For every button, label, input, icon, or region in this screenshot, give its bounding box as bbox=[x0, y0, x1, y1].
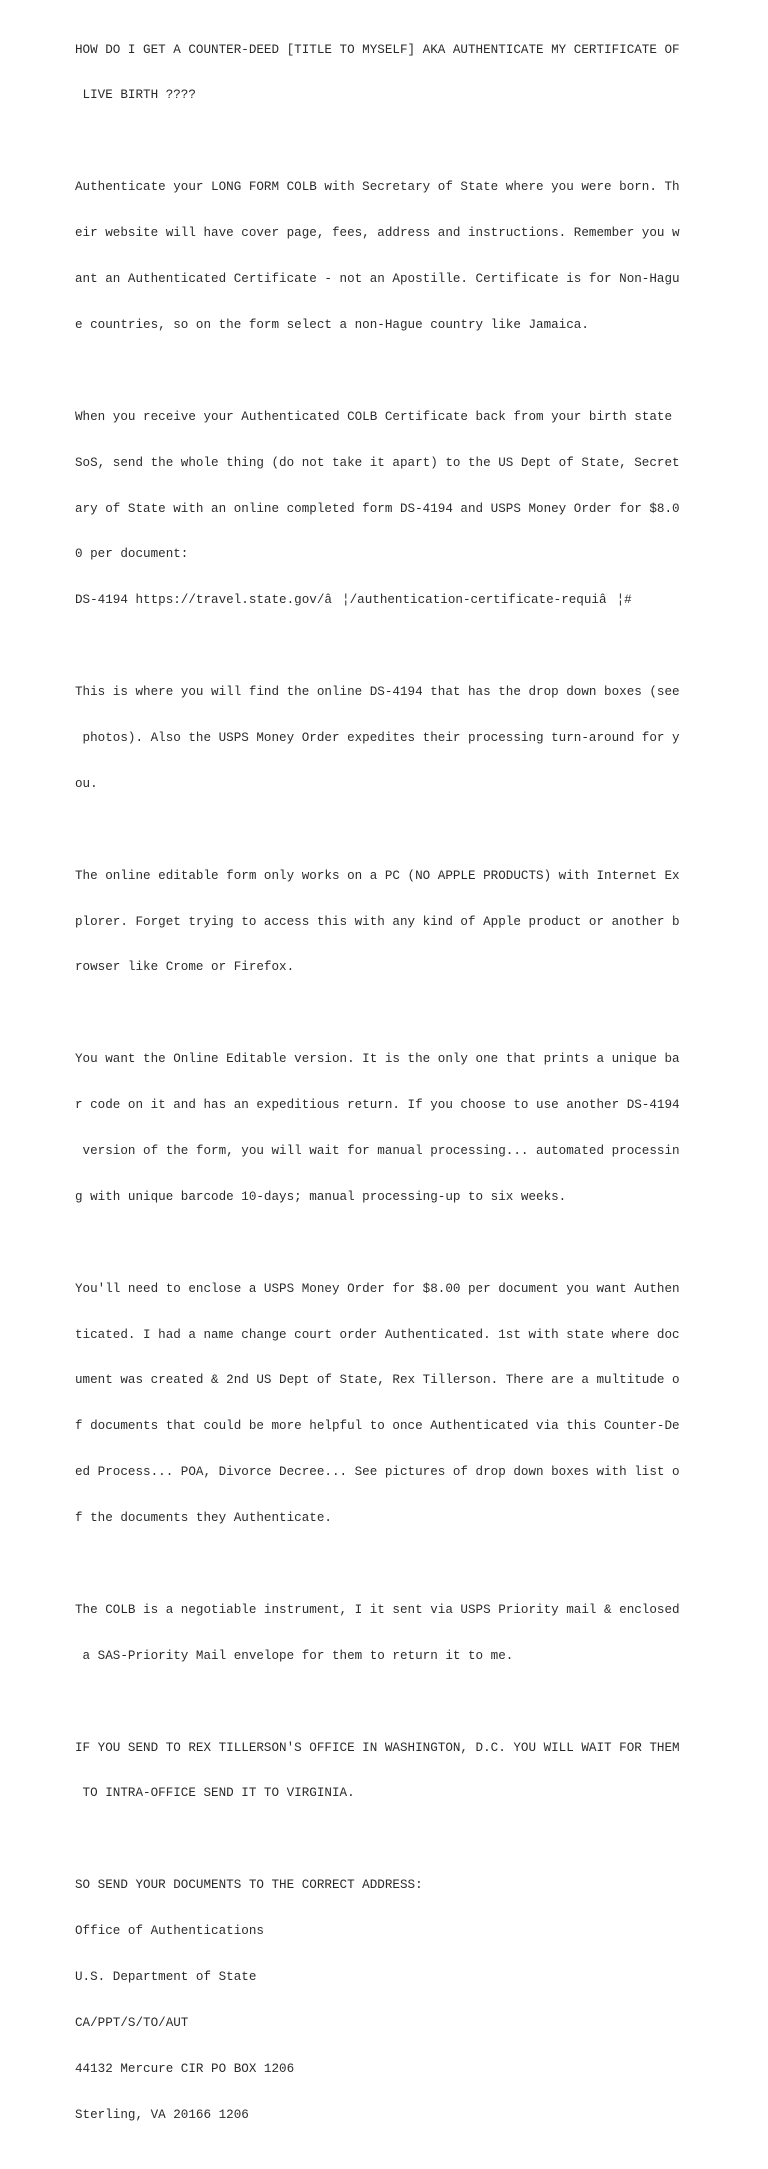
text-line: ticated. I had a name change court order Authenticated. 1st with state where doc bbox=[75, 1327, 680, 1342]
paragraph bbox=[75, 654, 680, 822]
text-line: ary of State with an online completed form DS-4194 and USPS Money Order for $8.0 bbox=[75, 501, 680, 516]
text-line: r code on it and has an expeditious return. If you choose to use another DS-4194 bbox=[75, 1098, 680, 1113]
text-line: IF YOU SEND TO REX TILLERSON'S OFFICE IN WASHINGTON, D.C. YOU WILL WAIT FOR THEM bbox=[75, 1740, 680, 1755]
paragraph bbox=[75, 838, 680, 1006]
text-line: ant an Authenticated Certificate - not an Apostille. Certificate is for Non-Hagu bbox=[75, 272, 680, 287]
text-line: f the documents they Authenticate. bbox=[75, 1511, 332, 1526]
text-line: LIVE BIRTH ???? bbox=[75, 88, 196, 103]
text-line: When you receive your Authenticated COLB Certificate back from your birth state bbox=[75, 409, 673, 424]
address-block bbox=[75, 1848, 675, 2154]
text-line: HOW DO I GET A COUNTER-DEED [TITLE TO MYSELF] AKA AUTHENTICATE MY CERTIFICATE OF bbox=[75, 42, 680, 57]
text-line: rowser like Crome or Firefox. bbox=[75, 960, 295, 975]
text-line: version of the form, you will wait for manual processing... automated processin bbox=[75, 1143, 680, 1158]
address-line: Sterling, VA 20166 1206 bbox=[75, 2107, 249, 2122]
text-line: ou. bbox=[75, 776, 98, 791]
paragraph bbox=[75, 1572, 680, 1694]
text-line: e countries, so on the form select a non-Hague country like Jamaica. bbox=[75, 317, 589, 332]
text-line: This is where you will find the online DS-4194 that has the drop down boxes (see bbox=[75, 685, 680, 700]
paragraph bbox=[75, 1022, 680, 1236]
text-line: 0 per document: bbox=[75, 547, 189, 562]
text-line: You want the Online Editable version. It is the only one that prints a unique ba bbox=[75, 1052, 680, 1067]
form-link-line: DS-4194 https://travel.state.gov/â¦/authentication-certificate-requiâ¦# bbox=[75, 593, 632, 608]
address-line: CA/PPT/S/TO/AUT bbox=[75, 2015, 189, 2030]
text-line: Authenticate your LONG FORM COLB with Secretary of State where you were born. Th bbox=[75, 180, 680, 195]
text-line: plorer. Forget trying to access this with any kind of Apple product or another b bbox=[75, 914, 680, 929]
address-line: Office of Authentications bbox=[75, 1924, 264, 1939]
text-line: ed Process... POA, Divorce Decree... See pictures of drop down boxes with list o bbox=[75, 1465, 680, 1480]
text-line: You'll need to enclose a USPS Money Order for $8.00 per document you want Authen bbox=[75, 1281, 680, 1296]
paragraph bbox=[75, 1710, 680, 1832]
text-line: The online editable form only works on a PC (NO APPLE PRODUCTS) with Internet Ex bbox=[75, 868, 680, 883]
text-line: f documents that could be more helpful to once Authenticated via this Counter-De bbox=[75, 1419, 680, 1434]
text-line: SO SEND YOUR DOCUMENTS TO THE CORRECT ADDRESS: bbox=[75, 1878, 423, 1893]
text-line: SoS, send the whole thing (do not take it apart) to the US Dept of State, Secret bbox=[75, 455, 680, 470]
text-line: a SAS-Priority Mail envelope for them to return it to me. bbox=[75, 1648, 514, 1663]
text-line: photos). Also the USPS Money Order expedites their processing turn-around for y bbox=[75, 730, 680, 745]
heading-paragraph bbox=[75, 12, 680, 134]
text-line: TO INTRA-OFFICE SEND IT TO VIRGINIA. bbox=[75, 1786, 355, 1801]
text-line: The COLB is a negotiable instrument, I it sent via USPS Priority mail & enclosed bbox=[75, 1602, 680, 1617]
document-page bbox=[75, 12, 680, 2169]
text-line: ument was created & 2nd US Dept of State, Rex Tillerson. There are a multitude o bbox=[75, 1373, 680, 1388]
paragraph bbox=[75, 379, 680, 639]
text-line: g with unique barcode 10-days; manual processing-up to six weeks. bbox=[75, 1189, 567, 1204]
address-line: U.S. Department of State bbox=[75, 1970, 257, 1984]
paragraph bbox=[75, 1251, 680, 1557]
paragraph bbox=[75, 150, 680, 364]
text-line: eir website will have cover page, fees, address and instructions. Remember you w bbox=[75, 226, 680, 241]
address-line: 44132 Mercure CIR PO BOX 1206 bbox=[75, 2061, 295, 2076]
